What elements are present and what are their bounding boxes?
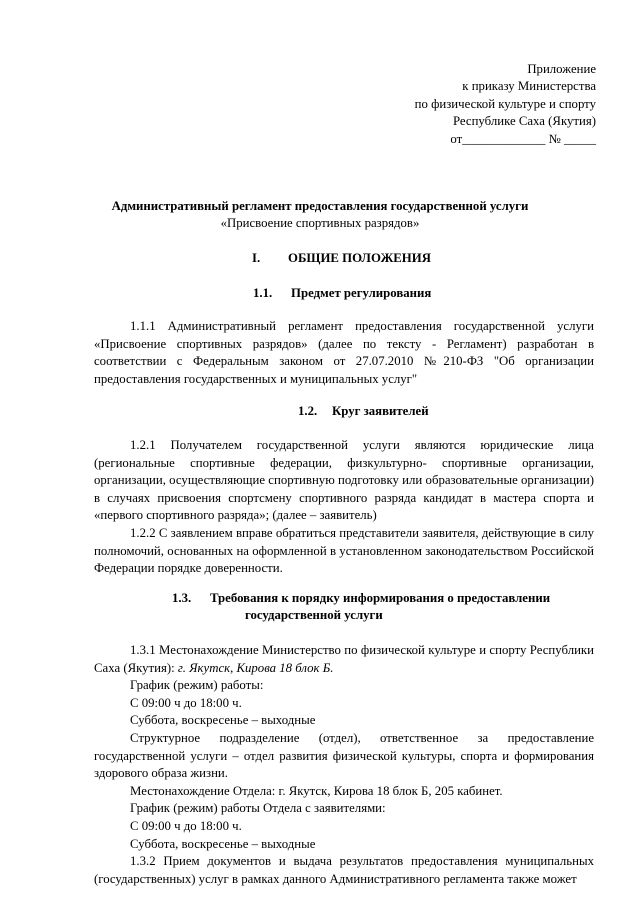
section-heading-1-2 [298,404,429,419]
section-heading-1-1 [253,286,431,301]
paragraph-1-3-1 [94,642,594,677]
department-schedule-label: График (режим) работы Отдела с заявителями: [130,801,386,816]
section-title: Требования к порядку информирования о предоставлении [210,591,551,605]
paragraph-1-3-2: 1.3.2 Прием документов и выдача результатов предоставления муниципальных (государственных) услуг в рамках данного Административного регламента также может [94,854,594,886]
document-subtitle: «Присвоение спортивных разрядов» [220,216,420,230]
section-number: 1.2. [298,404,318,418]
section-number: 1.3. [172,591,192,605]
header-line: к приказу Министерства [462,79,596,94]
paragraph-1-1-1: 1.1.1 Административный регламент предоставления государственной услуги «Присвоение спортивных разрядов» (далее по тексту - Регламент) разработан в соответствии с Федеральным законом от 27.07.2010 №210-ФЗ "Об организации предоставления государственных и муниципальных услуг" [94,319,594,386]
schedule-label: График (режим) работы: [130,678,264,693]
header-line: от_____________ № _____ [450,131,596,146]
section-title: ОБЩИЕ ПОЛОЖЕНИЯ [288,251,431,265]
document-title: Административный регламент предоставления государственной услуги [111,199,529,213]
paragraph-1-2-1: 1.2.1 Получателем государственной услуги являются юридические лица (региональные спортивные федерации, физкультурно- спортивные организации, организации, осуществляющие спортивную подготовку или образовательные организации) в случаях присвоения спортсмену спортивного разряда кандидат в мастера спорта и «первого спортивного разряда»; (далее – заявитель) [94,438,594,523]
approval-header [415,61,596,148]
header-line: по физической культуре и спорту [414,96,596,111]
paragraph-1-2-2: 1.2.2 С заявлением вправе обратиться представители заявителя, действующие в силу полномочий, основанных на оформленной в установленном законодательством Российской Федерации порядке доверенности. [94,525,594,576]
section-number: 1.1. [253,286,273,300]
section-heading-1-3 [172,591,550,606]
section-body-1-1 [94,318,594,388]
section-body-1-2 [94,437,594,578]
section-body-1-3 [94,642,594,888]
section-heading-1 [252,251,431,266]
department-weekend: Суббота, воскресенье – выходные [130,836,316,851]
responsible-unit: Структурное подразделение (отдел), ответственное за предоставление государственной услуги – отдел развития физической культуры, спорта и формирования здорового образа жизни. [94,730,594,781]
header-line: Республике Саха (Якутия) [452,114,596,129]
department-location: Местонахождение Отдела: г. Якутск, Кирова 18 блок Б, 205 кабинет. [130,783,503,798]
location-text: 1.3.1 Местонахождение Министерство по физической культуре и спорту Республики Саха (Якутия): [94,643,594,675]
department-hours: С 09:00 ч до 18:00 ч. [130,818,242,833]
schedule-weekend: Суббота, воскресенье – выходные [130,713,316,728]
schedule-hours: С 09:00 ч до 18:00 ч. [130,695,242,710]
address-text: г. Якутск, Кирова 18 блок Б. [177,660,334,675]
section-heading-1-3-cont: государственной услуги [245,608,383,622]
section-title: Круг заявителей [332,404,429,418]
section-title: Предмет регулирования [291,286,432,300]
section-number: I. [252,251,261,265]
header-line: Приложение [527,62,596,76]
